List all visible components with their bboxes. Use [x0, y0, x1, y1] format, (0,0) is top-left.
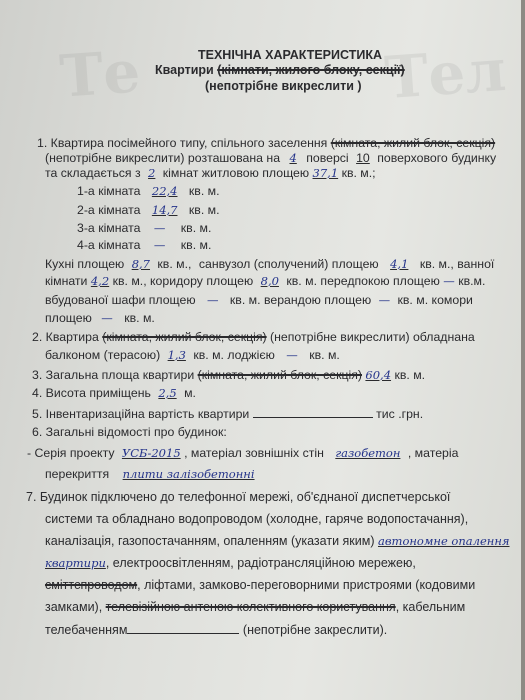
watermark-right: Тел — [382, 35, 509, 113]
s1-kitchen-line: Кухні площею 8,7 кв. м., санвузол (сполучений) площею 4,1 кв. м., ванної — [45, 257, 495, 271]
floor-value: 4 — [289, 151, 297, 165]
s6-series-line: - Серія проекту УСБ-2015 , матеріал зовнішніх стін газобетон , матеріа — [27, 446, 459, 460]
s7-line-4: квартири, електроосвітленням, радіотрансляційною мережею, — [45, 556, 416, 570]
hall-value: — — [443, 274, 455, 288]
floors-material-value: плити залізобетонні — [122, 467, 255, 481]
s3-line: 3. Загальна площа квартири (кімната, жилий блок, секція) 60,4 кв. м. — [32, 368, 426, 382]
room-1: 1-а кімната 22,4 кв. м. — [77, 184, 220, 198]
s1-line-3: та складається з 2 кімнат житловою площею 37,1 кв. м.; — [45, 166, 376, 180]
s6-heading: 6. Загальні відомості про будинок: — [32, 425, 227, 439]
corridor-value: 8,0 — [260, 274, 279, 288]
rooms-value: 2 — [148, 166, 156, 180]
s7-line-5: сміттєпроводом, ліфтами, замково-переговорними пристроями (кодовими — [45, 578, 476, 592]
watermark-left: Те — [57, 37, 143, 111]
balcony-value: 1,3 — [167, 348, 186, 362]
loggia-value: — — [286, 348, 298, 362]
s7-line-7: телебаченням (непотрібне закреслити). — [45, 623, 388, 637]
kitchen-value: 8,7 — [131, 257, 150, 271]
value-blank — [253, 406, 373, 418]
heating-value-2: квартири — [45, 556, 106, 570]
bath-value: 4,2 — [90, 274, 110, 288]
floors-total-value: 10 — [356, 151, 370, 165]
tv-blank — [127, 622, 239, 634]
room-4: 4-а кімната — кв. м. — [77, 238, 212, 252]
s2-line-2: балконом (терасою) 1,3 кв. м. лоджією — кв. м. — [45, 348, 340, 362]
s7-line-6: замками), телевізійною антеною колективного користування, кабельним — [45, 600, 466, 614]
storage-value: — — [101, 311, 113, 325]
s1-storage-line: площею — кв. м. — [45, 311, 155, 325]
s1-line-2: (непотрібне викреслити) розташована на 4 поверсі 10 поверхового будинку — [45, 151, 497, 165]
total-area-value: 60,4 — [365, 368, 392, 382]
s1-bath-line: кімнати 4,2 кв. м., коридору площею 8,0 кв. м. передпокою площею — кв.м. — [45, 274, 486, 288]
s5-line: 5. Інвентаризаційна вартість квартири тис .грн. — [32, 407, 424, 421]
s7-line-3: каналізація, газопостачанням, опаленням (указати яким) автономне опалення — [45, 534, 510, 548]
subtitle-note: (непотрібне викреслити ) — [205, 79, 362, 93]
page-title: ТЕХНІЧНА ХАРАКТЕРИСТИКА — [198, 48, 382, 62]
room-2: 2-а кімната 14,7 кв. м. — [77, 203, 220, 217]
page-subtitle: Квартири (кімнати, жилого блоку, секції) — [155, 63, 405, 77]
s1-wardrobe-line: вбудованої шафи площею — кв. м. верандою площею — кв. м. комори — [45, 293, 473, 307]
s4-line: 4. Висота приміщень 2,5 м. — [32, 386, 196, 400]
s2-line-1: 2. Квартира (кімната, жилий блок, секція) (непотрібне викреслити) обладнана — [32, 330, 475, 344]
series-value: УСБ-2015 — [121, 446, 181, 460]
wardrobe-value: — — [207, 293, 219, 307]
s6-floors-line: перекриття плити залізобетонні — [45, 467, 255, 481]
s1-line-1: 1. Квартира посімейного типу, спільного заселення (кімната, жилий блок, секція) — [37, 136, 496, 150]
room-3: 3-а кімната — кв. м. — [77, 221, 212, 235]
wc-value: 4,1 — [390, 257, 409, 271]
living-area-value: 37,1 — [312, 166, 339, 180]
subtitle-struck: (кімнати, жилого блоку, секції) — [217, 63, 405, 77]
s7-line-2: системи та обладнано водопроводом (холодне, гаряче водопостачання), — [45, 512, 469, 526]
height-value: 2,5 — [158, 386, 177, 400]
walls-value: газобетон — [335, 446, 401, 460]
veranda-value: — — [378, 293, 391, 307]
heating-value: автономне опалення — [377, 534, 510, 548]
page-edge — [521, 0, 525, 700]
s7-line-1: 7. Будинок підключено до телефонної мережі, об'єднаної диспетчерської — [26, 490, 451, 504]
